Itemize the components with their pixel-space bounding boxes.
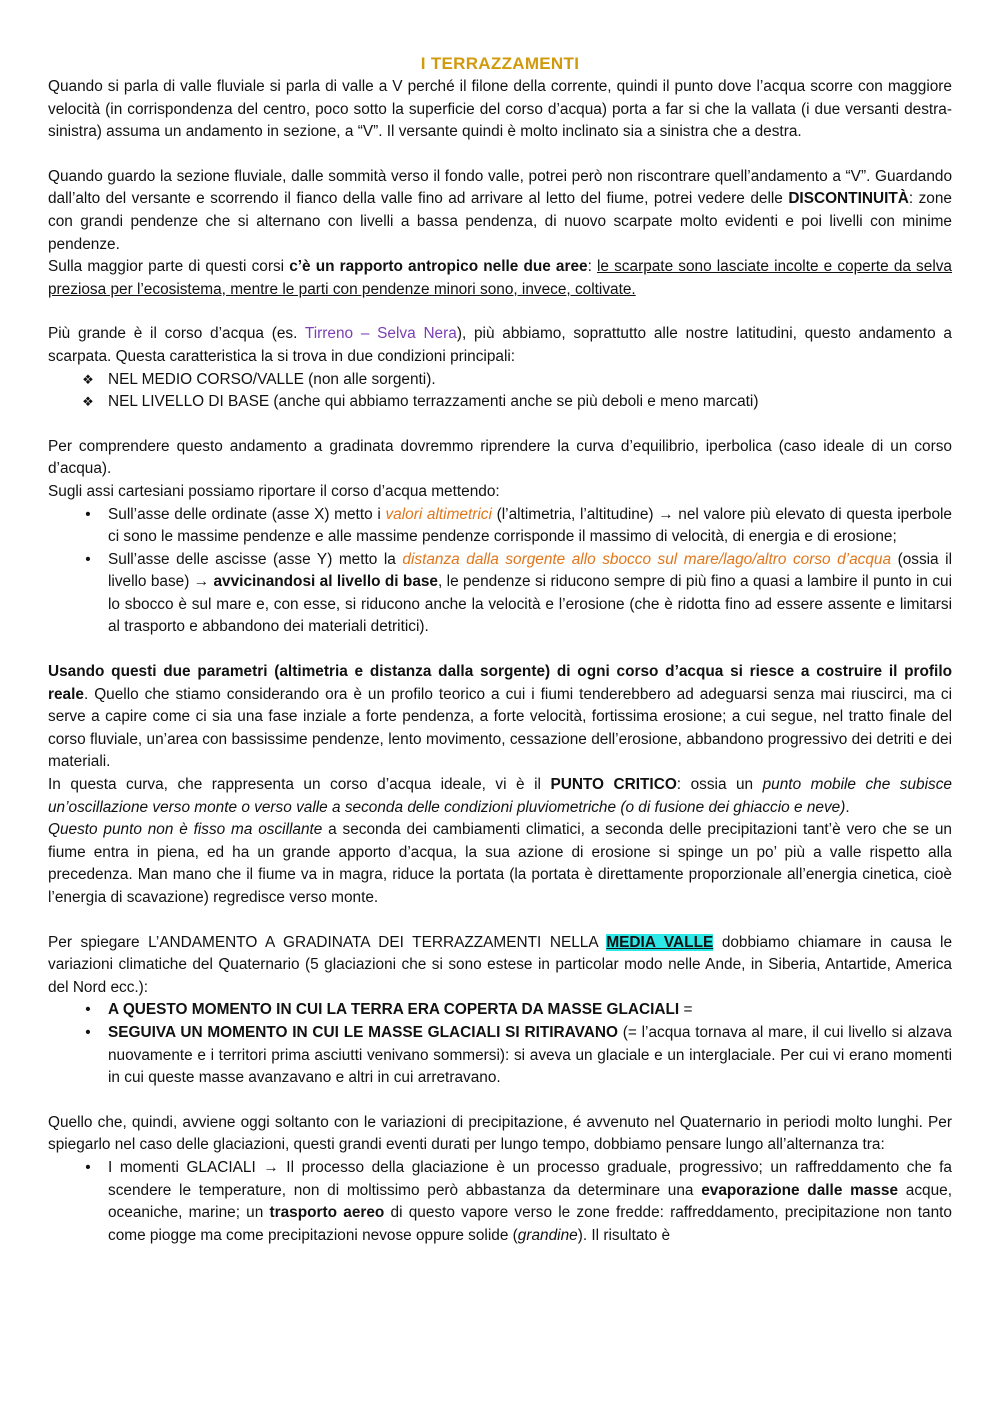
diamond-bullet-icon: ❖	[82, 371, 94, 387]
paragraph-media-valle: Per spiegare L’ANDAMENTO A GRADINATA DEI TERRAZZAMENTI NELLA MEDIA VALLE dobbiamo chiamare in causa le variazioni climatiche del Quaternario (5 glaciazioni che si sono estese in particolar modo nelle Ande, in Siberia, Antartide, America del Nord ecc.):	[48, 933, 953, 996]
glacial-moments-list	[48, 1157, 952, 1247]
diamond-bullet-icon: ❖	[82, 394, 94, 410]
axes-list	[48, 504, 952, 640]
paragraph-punto-oscillante: Questo punto non è fisso ma oscillante a seconda dei cambiamenti climatici, a seconda delle precipitazioni tant’è vero che se un fiume entra in piena, ed ha un grande apporto d’acqua, la sua azione di erosione si spinge un po’ più a valle rispetto alla precedenza. Man mano che il fiume va in magra, riduce la portata (la portata è direttamente proporzionale all’energia cinetica, cioè l’energia di scavazione) regredisce verso monte.	[48, 821, 952, 906]
glacial-list	[48, 999, 952, 1089]
media-valle-highlight: MEDIA VALLE	[606, 933, 714, 951]
bullet-icon: •	[85, 505, 91, 523]
document-page	[48, 52, 952, 1247]
list-item: • A QUESTO MOMENTO IN CUI LA TERRA ERA COPERTA DA MASSE GLACIALI =	[48, 999, 952, 1022]
paragraph-punto-critico: In questa curva, che rappresenta un corso d’acqua ideale, vi è il PUNTO CRITICO: ossia un punto mobile che subisce un’oscillazione verso monte o verso valle a seconda delle condizioni pluviometriche (o di fusione dei ghiaccio e neve).	[48, 776, 952, 816]
paragraph-quaternario: Quello che, quindi, avviene oggi soltanto con le variazioni di precipitazione, é avvenuto nel Quaternario in periodi molto lunghi. Per spiegarlo nel caso delle glaciazioni, questi grandi eventi durati per lungo tempo, dobbiamo pensare lungo all’alternanza tra:	[48, 1113, 952, 1154]
document-title: I TERRAZZAMENTI	[420, 54, 580, 73]
paragraph-profilo-reale: Usando questi due parametri (altimetria e distanza dalla sorgente) di ogni corso d’acqua si riesce a costruire il profilo reale. Quello che stiamo considerando ora è un profilo teorico a cui i fiumi tenderebbero ad adeguarsi senza mai riuscirci, ma ci serve a capire come ci sia una fase inziale a forte pendenza, a forte velocità, fortissima erosione; a cui segue, nel tratto finale del corso fluviale, un’area con bassissime pendenze, lento movimento, cessazione dell’erosione, abbandono progressivo dei detriti e dei materiali.	[48, 663, 952, 771]
conditions-list	[48, 369, 952, 414]
bullet-icon: •	[85, 1158, 91, 1176]
list-item: • I momenti GLACIALI → Il processo della glaciazione è un processo graduale, progressivo; un raffreddamento che fa scendere le temperature, non di moltissimo però abbastanza da determinare una evaporazione dalle masse acque, oceaniche, marine; un trasporto aereo di questo vapore verso le zone fredde: raffreddamento, precipitazione non tanto come piogge ma come precipitazioni nevose oppure solide (grandine). Il risultato è	[48, 1157, 952, 1247]
paragraph-curva-equilibrio: Per comprendere questo andamento a gradinata dovremmo riprendere la curva d’equilibrio, iperbolica (caso ideale di un corso d’acqua).	[48, 437, 952, 478]
list-item: • SEGUIVA UN MOMENTO IN CUI LE MASSE GLACIALI SI RITIRAVANO (= l’acqua tornava al mare, il cui livello si alzava nuovamente e i territori prima asciutti venivano sommersi): si aveva un glaciale e un interglaciale. Per cui vi erano momenti in cui queste masse avanzavano e altri in cui arretravano.	[48, 1022, 952, 1090]
paragraph-valle-a-v: Quando si parla di valle fluviale si parla di valle a V perché il filone della corrente, quindi il punto dove l’acqua scorre con maggiore velocità (in corrispondenza del centro, poco sotto la superficie del corso d’acqua) porta a far si che la vallata (i due versanti destra-sinistra) assuma un andamento in sezione, a “V”. Il versante quindi è molto inclinato sia a sinistra che a destra.	[48, 78, 952, 141]
paragraph-corso-acqua: Più grande è il corso d’acqua (es. Tirreno – Selva Nera), più abbiamo, soprattutto alle nostre latitudini, questo andamento a scarpata. Questa caratteristica la si trova in due condizioni principali:	[48, 325, 952, 365]
paragraph-discontinuita: Quando guardo la sezione fluviale, dalle sommità verso il fondo valle, potrei però non riscontrare quell’andamento a “V”. Guardando dall’alto del versante e scorrendo il fianco della valle fino ad arrivare al letto del fiume, potrei vedere delle DISCONTINUITÀ: zone con grandi pendenze che si alternano con livelli a bassa pendenza, di nuovo scarpate molto evidenti e poi livelli con minime pendenze.	[48, 167, 952, 253]
list-item: • Sull’asse delle ascisse (asse Y) metto la distanza dalla sorgente allo sbocco sul mare/lago/altro corso d’acqua (ossia il livello base) → avvicinandosi al livello di base, le pendenze si riducono sempre di più fino a quasi a lambire il punto in cui lo sbocco è sul mare e, con esse, si riducono anche la velocità e l’erosione (che è ridotta fino ad essere assente e limitarsi al trasporto e abbandono dei materiali detritici).	[48, 549, 952, 639]
bullet-icon: •	[85, 550, 91, 568]
list-item: • Sull’asse delle ordinate (asse X) metto i valori altimetrici (l’altimetria, l’altitudine) → nel valore più elevato di questa iperbole ci sono le massime pendenze e alle massime pendenze corrisponde il massimo di velocità, di energia e di erosione;	[48, 504, 952, 549]
bullet-icon: •	[85, 1001, 91, 1019]
list-item: ❖ NEL LIVELLO DI BASE (anche qui abbiamo terrazzamenti anche se più deboli e meno marcati)	[48, 391, 952, 414]
list-item: ❖ NEL MEDIO CORSO/VALLE (non alle sorgenti).	[48, 369, 952, 392]
paragraph-assi-cartesiani: Sugli assi cartesiani possiamo riportare il corso d’acqua mettendo:	[48, 482, 500, 500]
bullet-icon: •	[85, 1023, 91, 1041]
paragraph-rapporto-antropico: Sulla maggior parte di questi corsi c’è un rapporto antropico nelle due aree: le scarpate sono lasciate incolte e coperte da selva preziosa per l’ecosistema, mentre le parti con pendenze minori sono, invece, coltivate.	[48, 258, 952, 298]
